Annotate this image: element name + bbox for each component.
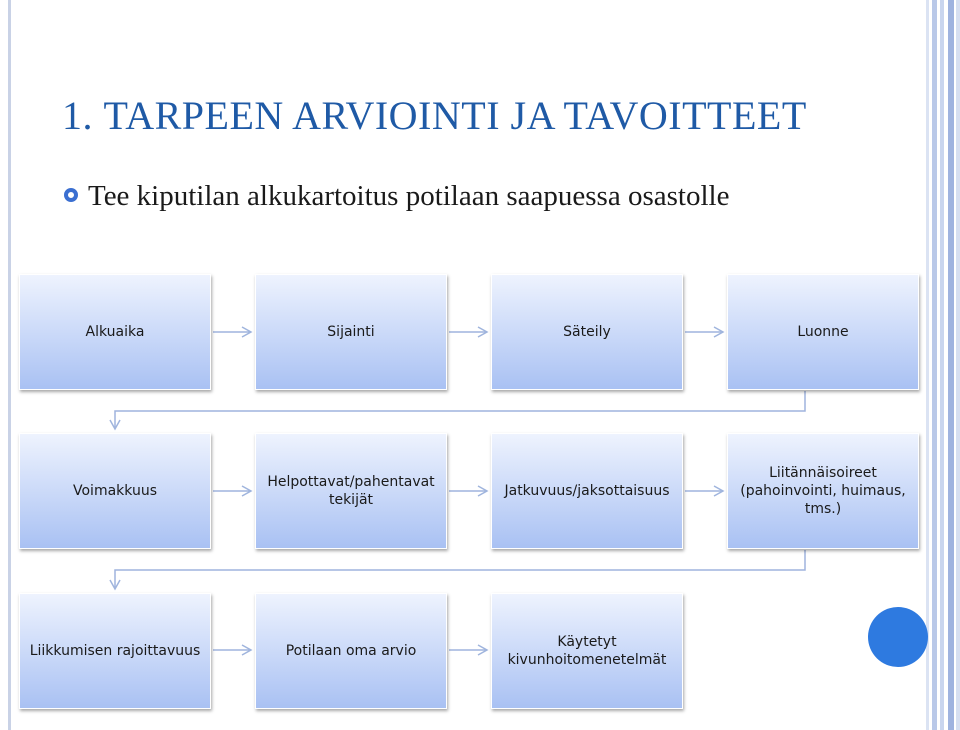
step-box-alkuaika: Alkuaika [19, 274, 211, 390]
step-box-sateily: Säteily [491, 274, 683, 390]
wrap-connector-2 [115, 550, 805, 589]
step-box-voimakkuus: Voimakkuus [19, 433, 211, 549]
wrap-connector-1 [115, 391, 805, 429]
bullet-text: Tee kiputilan alkukartoitus potilaan saapuessa osastolle [88, 180, 730, 212]
title-number: 1. [62, 93, 93, 138]
step-box-liitannaisoireet: Liitännäisoireet (pahoinvointi, huimaus, tms.) [727, 433, 919, 549]
step-box-sijainti: Sijainti [255, 274, 447, 390]
step-box-kivunhoito: Käytetyt kivunhoitomenetelmät [491, 593, 683, 709]
title-text: TARPEEN ARVIOINTI JA TAVOITTEET [103, 93, 807, 138]
step-box-luonne: Luonne [727, 274, 919, 390]
step-box-oma-arvio: Potilaan oma arvio [255, 593, 447, 709]
step-box-liikkumisen: Liikkumisen rajoittavuus [19, 593, 211, 709]
decorative-circle [868, 607, 928, 667]
step-box-helpottavat: Helpottavat/pahentavat tekijät [255, 433, 447, 549]
step-box-jatkuvuus: Jatkuvuus/jaksottaisuus [491, 433, 683, 549]
